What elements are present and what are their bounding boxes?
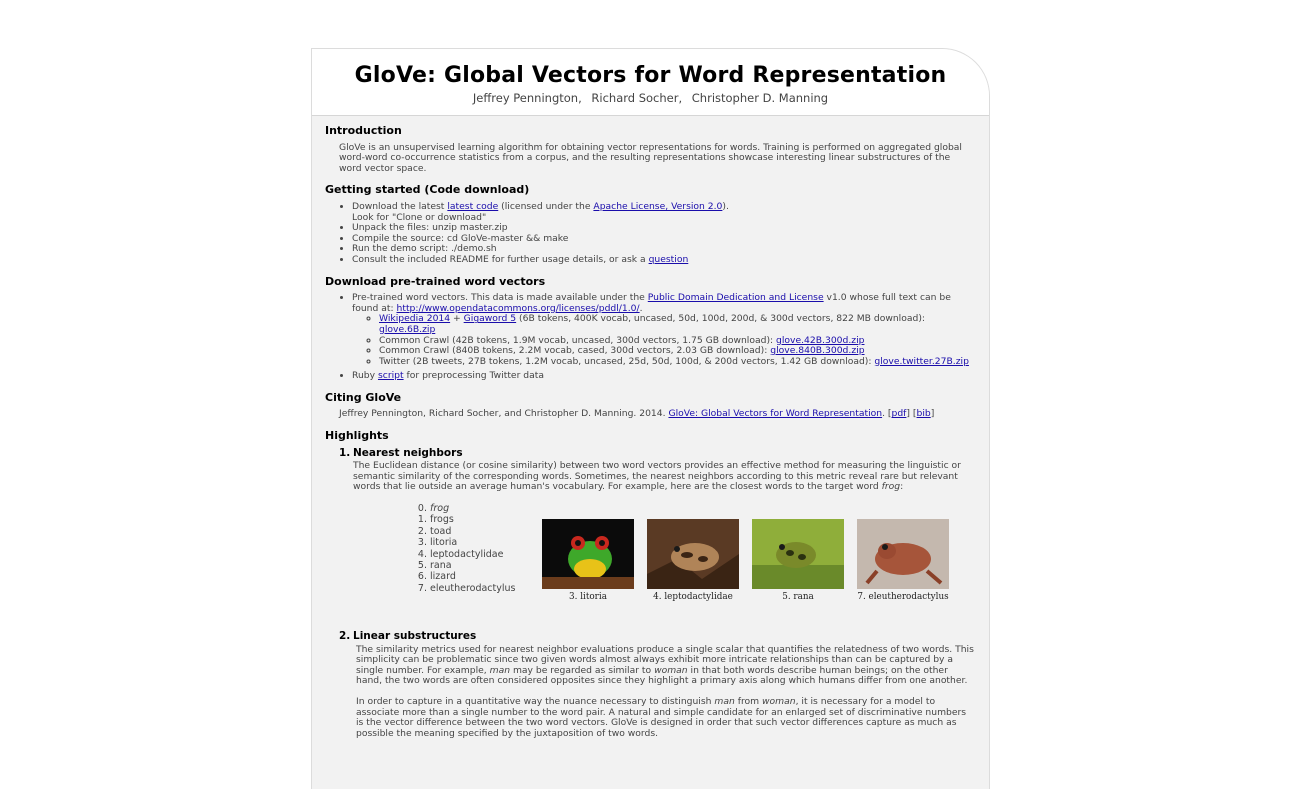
word-woman: woman: [654, 664, 688, 676]
ls-paragraph-1: [356, 645, 975, 687]
author-socher: Richard Socher,: [591, 91, 683, 105]
neighbors-list: [400, 503, 515, 594]
section-getting-started: [325, 185, 975, 265]
ls-title: Linear substructures: [353, 630, 477, 643]
ls-heading: [339, 631, 975, 642]
neighbor-item: [414, 549, 515, 560]
apache-license-link[interactable]: Apache License, Version 2.0: [593, 200, 723, 212]
consult-text: Consult the included README for further usage details, or ask a: [352, 253, 649, 265]
gigaword-link[interactable]: Gigaword 5: [463, 313, 517, 325]
neighbor-index: 5.: [417, 560, 427, 572]
wikipedia-link[interactable]: Wikipedia 2014: [379, 313, 451, 325]
pretrained-list: [325, 293, 975, 382]
neighbor-word: lizard: [430, 571, 456, 583]
neighbor-item: [414, 514, 515, 525]
nn-heading: [339, 448, 975, 459]
getting-started-list: [325, 202, 975, 266]
bib-link[interactable]: bib: [916, 408, 931, 420]
vector-download-list: [352, 314, 975, 367]
cc840-desc: Common Crawl (840B tokens, 2.2M vocab, cased, 300d vectors, 2.03 GB download):: [379, 345, 771, 357]
pddl-url-post: .: [639, 302, 643, 314]
frog-rana: [752, 519, 844, 603]
word-woman: woman: [762, 696, 796, 707]
neighbor-item: [414, 560, 515, 571]
leptodactylidae-frog-image: [647, 519, 739, 589]
neighbor-item: [414, 537, 515, 548]
list-item: [352, 371, 975, 382]
caption-eleutherodactylus: 7. eleutherodactylus: [857, 592, 949, 603]
paper-link[interactable]: GloVe: Global Vectors for Word Representation: [668, 408, 883, 420]
nn-body: [353, 461, 975, 623]
highlights-heading: Highlights: [325, 429, 389, 443]
citation-text: [339, 409, 975, 420]
ls-p1-mid: may be regarded as similar to: [510, 664, 655, 676]
nn-number: 1.: [339, 446, 351, 459]
clone-hint: Look for "Clone or download": [352, 211, 487, 223]
page-container: [311, 48, 990, 789]
list-item: • Compile the source: cd GloVe-master && make: [352, 234, 975, 245]
neighbor-word: frog: [430, 503, 450, 515]
list-item: [379, 357, 975, 368]
citation-authors: Jeffrey Pennington, Richard Socher, and Christopher D. Manning. 2014.: [339, 408, 669, 420]
highlight-linear-substructures: [339, 631, 975, 739]
word-man: man: [489, 664, 511, 676]
glove-42b-link[interactable]: glove.42B.300d.zip: [776, 334, 865, 346]
caption-litoria: 3. litoria: [569, 592, 607, 603]
ls-paragraph-2: [356, 697, 975, 739]
main-content: [312, 116, 989, 739]
neighbor-item: [414, 583, 515, 594]
ls-p2-post: , it is necessary for a model to associate more than a single number to the word pair. A natural and simple candidate for an enlarged set of discriminative numbers is the vector difference between the two word vectors. GloVe is designed in order that such vector differences capture as much as possible the meaning specified by the juxtaposition of two words.: [356, 696, 967, 739]
frog-litoria: [542, 519, 634, 603]
neighbor-item: [414, 526, 515, 537]
latest-code-link[interactable]: latest code: [447, 200, 499, 212]
ls-number: 2.: [339, 630, 351, 643]
pddl-link[interactable]: Public Domain Dedication and License: [647, 292, 824, 304]
citation-sep: ] [: [906, 408, 917, 420]
caption-leptodactylidae: 4. leptodactylidae: [653, 592, 733, 603]
pddl-url-link[interactable]: http://www.opendatacommons.org/licenses/pddl/1.0/: [396, 302, 640, 314]
ls-p2-text: In order to capture in a quantitative way the nuance necessary to distinguish: [356, 696, 715, 707]
eleutherodactylus-frog-image: [857, 519, 949, 589]
rana-frog-image: [752, 519, 844, 589]
pretrained-heading: Download pre-trained word vectors: [325, 274, 546, 288]
neighbor-index: 6.: [417, 571, 427, 583]
neighbor-index: 2.: [417, 525, 427, 537]
neighbor-index: 7.: [417, 582, 427, 594]
cc42-desc: Common Crawl (42B tokens, 1.9M vocab, uncased, 300d vectors, 1.75 GB download):: [379, 334, 777, 346]
neighbor-word: frogs: [430, 514, 454, 526]
question-link[interactable]: question: [648, 253, 689, 265]
script-link[interactable]: script: [377, 370, 404, 382]
glove-6b-link[interactable]: glove.6B.zip: [379, 323, 436, 335]
nn-text: The Euclidean distance (or cosine similarity) between two word vectors provides an effective method for measuring the linguistic or semantic similarity of the corresponding words. Sometimes, the nearest neighbors according to this metric reveal rare but relevant words that lie outside an average human's vocabulary. For example, here are the closest words to the target word: [353, 460, 961, 493]
citation-sep: . [: [882, 408, 892, 420]
word-man: man: [714, 696, 735, 707]
download-text: Download the latest: [352, 200, 448, 212]
introduction-heading: Introduction: [325, 124, 402, 137]
author-manning: Christopher D. Manning: [691, 91, 829, 105]
ls-p2-mid: from: [734, 696, 763, 707]
plus-text: +: [450, 313, 464, 325]
citation-sep: ]: [930, 408, 935, 420]
glove-twitter-link[interactable]: glove.twitter.27B.zip: [874, 355, 969, 367]
neighbor-index: 3.: [417, 537, 427, 549]
nn-text-post: :: [900, 481, 904, 493]
nn-target-word: frog: [881, 481, 901, 493]
neighbor-index: 4.: [417, 548, 427, 560]
section-citing: [325, 390, 975, 420]
wiki-desc: (6B tokens, 400K vocab, uncased, 50d, 100d, 200d, & 300d vectors, 822 MB download):: [516, 313, 926, 325]
download-text-post: ).: [722, 200, 729, 212]
neighbor-index: 0.: [417, 503, 427, 515]
page-title: GloVe: Global Vectors for Word Representation: [354, 63, 947, 88]
list-item: [352, 255, 975, 266]
list-item: [379, 314, 975, 335]
download-text-mid: (licensed under the: [498, 200, 594, 212]
neighbor-word: rana: [430, 560, 452, 572]
neighbors-figure: [353, 503, 975, 623]
neighbor-index: 1.: [417, 514, 427, 526]
list-item: [352, 202, 975, 223]
glove-840b-link[interactable]: glove.840B.300d.zip: [770, 345, 865, 357]
pretrained-intro-text: Pre-trained word vectors. This data is made available under the: [352, 292, 648, 304]
introduction-text: GloVe is an unsupervised learning algorithm for obtaining vector representations for words. Training is performed on aggregated global word-word co-occurrence statistics from a corpus, and the resulting representations showcase interesting linear substructures of the word vector space.: [339, 141, 962, 174]
highlight-nearest-neighbors: [339, 448, 975, 623]
litoria-frog-image: [542, 519, 634, 589]
ruby-text-post: for preprocessing Twitter data: [403, 370, 544, 382]
getting-started-heading: Getting started (Code download): [325, 183, 530, 197]
author-pennington: Jeffrey Pennington,: [472, 91, 582, 105]
section-pretrained-vectors: [325, 274, 975, 382]
neighbor-word: toad: [430, 525, 452, 537]
nn-title: Nearest neighbors: [353, 446, 463, 459]
ruby-text: Ruby: [352, 370, 378, 382]
page-header: [312, 49, 989, 116]
ls-p1-text: The similarity metrics used for nearest neighbor evaluations produce a single scalar that quantifies the relatedness of two words. This simplicity can be problematic since two given words almost always exhibit more intricate relationships than can be captured by a single number. For example,: [356, 643, 974, 676]
list-item: • Run the demo script: ./demo.sh: [352, 244, 975, 255]
neighbor-item: [414, 571, 515, 582]
pretrained-intro-post: v1.0 whose full text can be found at:: [352, 292, 951, 314]
citing-heading: Citing GloVe: [325, 390, 402, 404]
neighbor-word: eleutherodactylus: [430, 582, 516, 594]
twitter-desc: Twitter (2B tweets, 27B tokens, 1.2M vocab, uncased, 25d, 50d, 100d, & 200d vectors, 1.42 GB download):: [379, 355, 875, 367]
caption-rana: 5. rana: [782, 592, 814, 603]
neighbor-word: litoria: [430, 537, 458, 549]
list-item: [352, 293, 975, 367]
pdf-link[interactable]: pdf: [891, 408, 907, 420]
section-highlights: [325, 431, 975, 739]
neighbor-word: leptodactylidae: [430, 548, 504, 560]
ls-body: [356, 645, 975, 740]
ls-p1-post: in that both words describe human beings; on the other hand, the two words are often considered opposites since they highlight a primary axis along which humans differ from one another.: [356, 664, 968, 687]
list-item: • Unpack the files: unzip master.zip: [352, 223, 975, 234]
neighbor-item: [414, 503, 515, 514]
section-introduction: [325, 126, 975, 174]
frog-leptodactylidae: [647, 519, 739, 603]
author-list: [312, 91, 989, 105]
frog-eleutherodactylus: [857, 519, 949, 603]
